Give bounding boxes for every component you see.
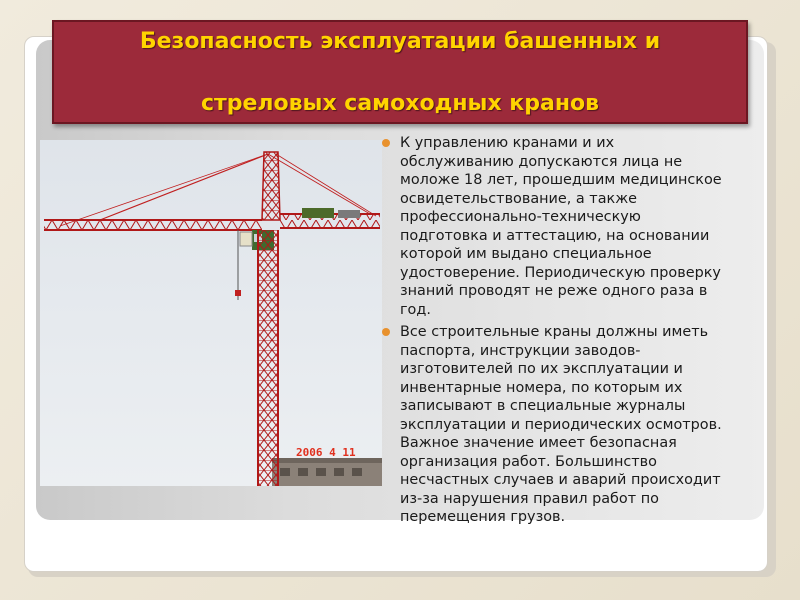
bullet-1-line-1: К управлению кранами и их — [400, 135, 615, 151]
bullet-2-line-2: паспорта, инструкции заводов- — [400, 342, 641, 359]
bullet-1-line-9: знаний проводят не реже одного раза в — [400, 283, 708, 299]
bullet-2-line-7: Важное значение имеет безопасная — [400, 435, 677, 451]
bullet-1-line-6: подготовка и аттестацию, на основании — [400, 227, 710, 244]
bullet-2-line-8: организация работ. Большинство — [400, 453, 657, 470]
bullet-1-line-4: освидетельствование, а также — [400, 190, 638, 207]
title-banner — [52, 20, 748, 124]
bullet-marker — [382, 328, 390, 336]
bullet-item-2 — [376, 323, 794, 527]
bullet-item-1 — [376, 134, 794, 319]
slide-title — [140, 0, 660, 150]
bullet-1-line-10: год. — [400, 301, 431, 318]
bullet-2-line-1: Все строительные краны должны иметь — [400, 324, 709, 340]
bullet-list — [376, 134, 794, 527]
bullet-1-line-8: удостоверение. Периодическую проверку — [400, 264, 721, 281]
bullet-2-line-11: перемещения грузов. — [400, 509, 566, 525]
bullet-1-line-3: моложе 18 лет, прошедшим медицинское — [400, 172, 722, 188]
bullet-1-line-5: профессионально-техническую — [400, 209, 641, 225]
bullet-2-line-10: из-за нарушения правил работ по — [400, 490, 659, 507]
title-line-1: Безопасность эксплуатации башенных и — [139, 28, 661, 54]
rooftop-sign — [296, 446, 356, 459]
rooftop-sign-text: 2006 4 11 — [296, 446, 356, 459]
bullet-1-line-7: которой им выдано специальное — [400, 246, 652, 262]
bullet-2-line-4: инвентарные номера, по которым их — [400, 379, 683, 396]
bullet-marker — [382, 139, 390, 147]
bullet-2-line-3: изготовителей по их эксплуатации и — [400, 361, 683, 377]
title-line-2: стреловых самоходных кранов — [200, 90, 600, 116]
tower-crane-photo — [40, 140, 382, 486]
bullet-2-line-6: эксплуатации и периодических осмотров. — [400, 416, 722, 433]
bullet-2-line-5: записывают в специальные журналы — [400, 398, 686, 414]
bullet-1-line-2: обслуживанию допускаются лица не — [400, 153, 683, 170]
content-text — [376, 134, 794, 531]
bullet-2-line-9: несчастных случаев и аварий происходит — [400, 472, 721, 488]
